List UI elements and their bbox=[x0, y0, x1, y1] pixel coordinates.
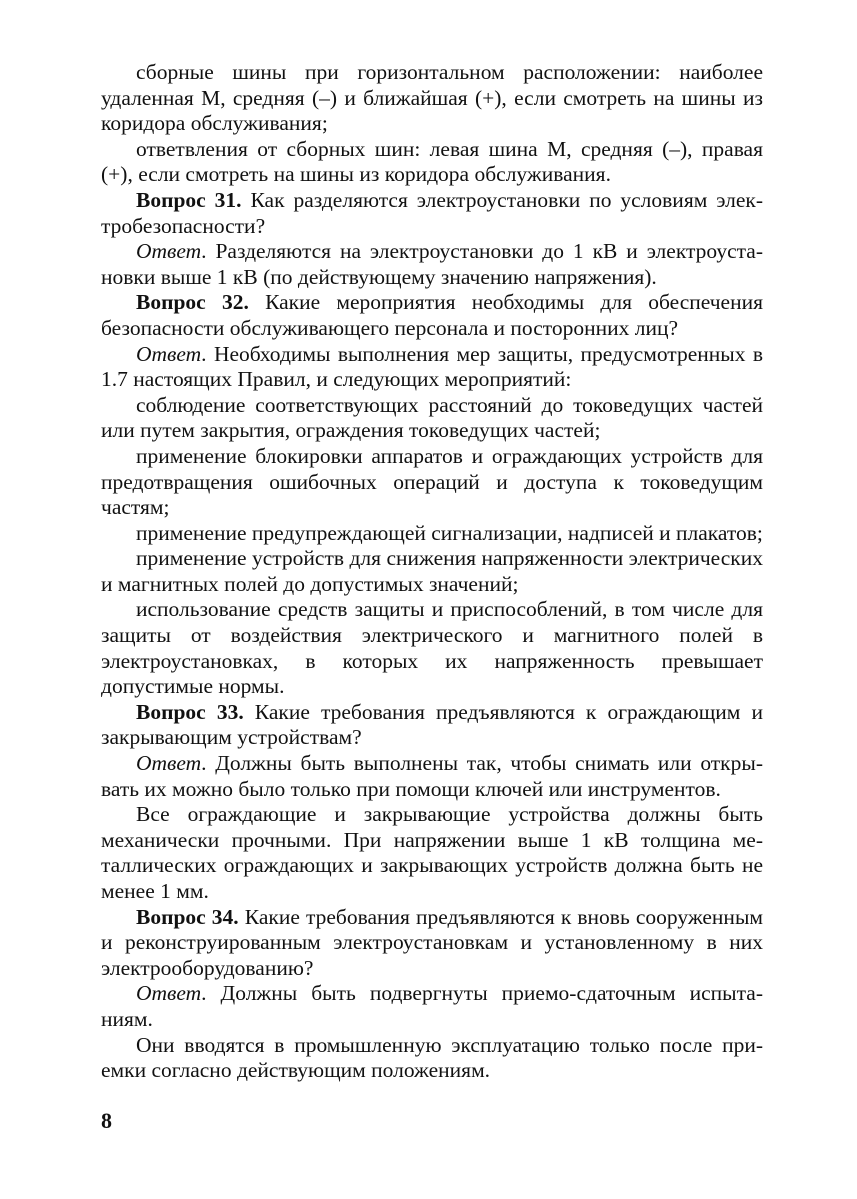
question-label: Вопрос 33. bbox=[136, 699, 244, 724]
paragraph: применение блокировки аппаратов и ограждающих устройств для предотвращения ошибочных операций и доступа к токоведущим частям; bbox=[101, 443, 763, 520]
paragraph: Они вводятся в промышленную эксплуатацию только после приемки согласно действующим положениям. bbox=[101, 1032, 763, 1083]
question-paragraph: Вопрос 31. Как разделяются электроустановки по условиям электробезопасности? bbox=[101, 187, 763, 238]
question-label: Вопрос 32. bbox=[136, 290, 249, 315]
paragraph: применение предупреждающей сигнализации, надписей и плакатов; bbox=[136, 520, 763, 545]
paragraph: использование средств защиты и приспособлений, в том числе для защиты от воздействия электрического и магнитного полей в электроустановках, в которых их напряженность превышает допустимые нормы. bbox=[101, 597, 763, 699]
answer-paragraph: Ответ. Должны быть подвергнуты приемо-сдаточным испытаниям. bbox=[101, 981, 763, 1031]
question-paragraph: Вопрос 32. Какие мероприятия необходимы для обеспечения безопасности обслуживающего персонала и посторонних лиц? bbox=[101, 290, 764, 340]
question-label: Вопрос 31. bbox=[136, 187, 242, 212]
answer-paragraph: Ответ. Разделяются на электроустановки до 1 кВ и электроустановки выше 1 кВ (по действующему значению напряжения). bbox=[101, 239, 763, 289]
paragraph: ответвления от сборных шин: левая шина М, средняя (–), правая (+), если смотреть на шины из коридора обслуживания. bbox=[101, 136, 763, 187]
paragraph: применение устройств для снижения напряженности электрических и магнитных полей до допустимых значений; bbox=[101, 546, 763, 596]
paragraph: соблюдение соответствующих расстояний до токоведущих частей или путем закрытия, ограждения токоведущих частей; bbox=[101, 392, 763, 443]
answer-label: Ответ bbox=[136, 239, 202, 264]
body-text bbox=[101, 60, 763, 1084]
answer-paragraph: Ответ. Должны быть выполнены так, чтобы снимать или открывать их можно было только при помощи ключей или инструментов. bbox=[101, 751, 763, 801]
question-paragraph: Вопрос 34. Какие требования предъявляются к вновь сооруженным и реконструированным электроустановкам и установленному в них электрооборудованию? bbox=[101, 904, 763, 980]
question-paragraph: Вопрос 33. Какие требования предъявляются к ограждающим и закрывающим устройствам? bbox=[101, 699, 763, 750]
paragraph: сборные шины при горизонтальном расположении: наиболее удаленная М, средняя (–) и ближайшая (+), если смотреть на шины из коридора обслуживания; bbox=[101, 60, 763, 136]
question-label: Вопрос 34. bbox=[136, 904, 239, 929]
page-number: 8 bbox=[101, 1108, 112, 1133]
answer-paragraph: Ответ. Необходимы выполнения мер защиты, предусмотренных в 1.7 настоящих Правил, и следующих мероприятий: bbox=[101, 341, 763, 392]
answer-label: Ответ bbox=[136, 981, 202, 1006]
paragraph: Все ограждающие и закрывающие устройства должны быть механически прочными. При напряжении выше 1 кВ толщина металлических ограждающих и закрывающих устройств должна быть не менее 1 мм. bbox=[101, 802, 763, 903]
answer-label: Ответ bbox=[136, 751, 202, 776]
answer-label: Ответ bbox=[136, 341, 202, 366]
